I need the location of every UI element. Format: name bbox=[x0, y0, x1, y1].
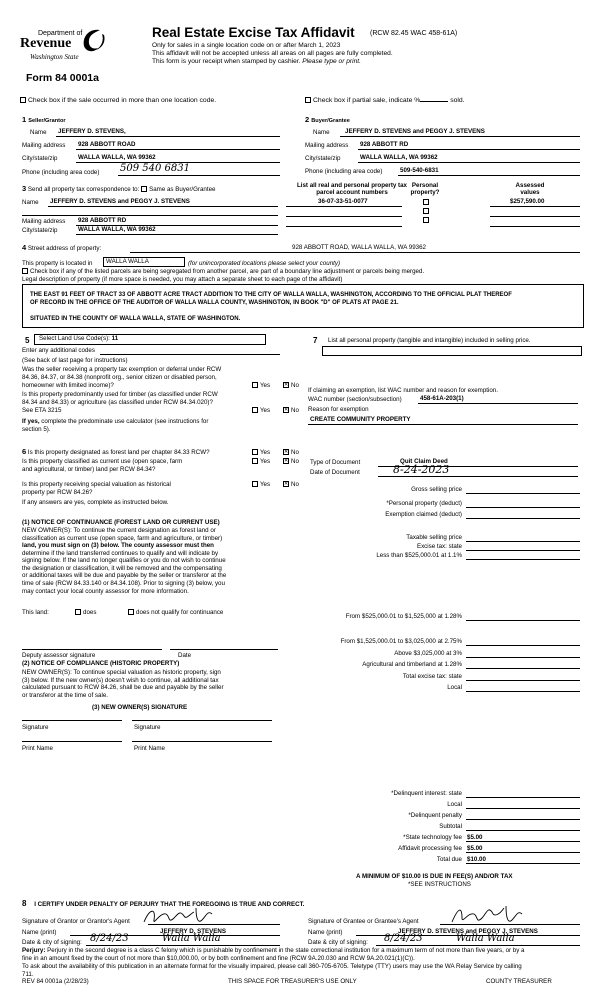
grantor-date-label: Date & city of signing: bbox=[22, 939, 82, 946]
located-hint: (for unincorporated locations please select your county) bbox=[188, 260, 341, 267]
additional-codes-label: Enter any additional codes bbox=[22, 347, 95, 354]
calc-field-gross[interactable] bbox=[466, 493, 580, 494]
calc-label-delinq-penalty: *Delinquent penalty bbox=[408, 812, 462, 819]
calc-label-tier3: From $1,525,000.01 to $3,025,000 at 2.75% bbox=[340, 638, 462, 645]
calc-field-tier2[interactable] bbox=[466, 620, 580, 621]
grantor-print-label: Name (print) bbox=[22, 929, 57, 936]
seller-name-label: Name bbox=[30, 129, 47, 136]
calc-label-local: Local bbox=[447, 684, 462, 691]
reason-label: Reason for exemption bbox=[308, 406, 369, 413]
seller-city-label: City/state/zip bbox=[22, 155, 58, 162]
dept-line1: Department of bbox=[38, 30, 83, 37]
sec5-q1-yes[interactable]: Yes bbox=[252, 382, 270, 389]
reason-value: CREATE COMMUNITY PROPERTY bbox=[310, 416, 411, 423]
grantee-date: 8/24/23 bbox=[384, 933, 423, 944]
calc-field-delinq-state[interactable] bbox=[466, 797, 580, 798]
calc-label-tier2: From $525,000.01 to $1,525,000 at 1.28% bbox=[345, 613, 462, 620]
calc-label-total-due: Total due bbox=[436, 856, 462, 863]
doc-date: 8-24-2023 bbox=[393, 463, 450, 476]
sec6-q3-no[interactable]: ✕ No bbox=[284, 481, 299, 488]
ask-line1: To ask about the availability of this publication in an alternate format for the visually impaired, please call 360-705-6705. Teletype (TTY) users may use the WA Relay Service by calling bbox=[22, 963, 522, 970]
personal-check-1[interactable] bbox=[423, 199, 431, 206]
land-does-check[interactable]: does bbox=[75, 609, 96, 616]
multi-location-check[interactable]: Check box if the sale occurred in more than one location code. bbox=[20, 97, 216, 105]
sec5-q2-no[interactable]: ✕ No bbox=[284, 407, 299, 414]
located-label: This property is located in bbox=[22, 260, 93, 267]
seller-mail: 928 ABBOTT ROAD bbox=[78, 141, 136, 148]
grantee-name: JEFFERY D. STEVENS and PEGGY J. STEVENS bbox=[398, 928, 538, 935]
street-address: 928 ABBOTT ROAD, WALLA WALLA, WA 99362 bbox=[292, 244, 427, 251]
sec6-if-yes: If any answers are yes, complete as instructed below. bbox=[22, 499, 169, 506]
calc-field-tier3[interactable] bbox=[466, 645, 580, 646]
treasurer-space: THIS SPACE FOR TREASURER'S USE ONLY bbox=[228, 978, 357, 985]
grantor-city: Walla Walla bbox=[162, 933, 221, 944]
seller-heading: 1 Seller/Grantor bbox=[22, 115, 66, 124]
buyer-phone: 509-540-6831 bbox=[400, 167, 439, 174]
calc-field-taxable[interactable] bbox=[466, 541, 580, 542]
personal-check-3[interactable] bbox=[423, 217, 431, 224]
owner-sig-label-1: Signature bbox=[22, 724, 49, 731]
sec5-q2: Is this property predominantly used for timber (as classified under RCW 84.34 and 84.33) or agriculture (as classified under RCW 84.34.020)? See ETA 3215 bbox=[22, 391, 218, 414]
sec5-if-yes: If yes, complete the predominate use calculator (see instructions for section 5). bbox=[22, 418, 209, 433]
assessed-header: Assessed values bbox=[515, 182, 545, 197]
notice1-title: (1) NOTICE OF CONTINUANCE (FOREST LAND OR CURRENT USE) bbox=[22, 519, 220, 526]
calc-field-total-state[interactable] bbox=[466, 680, 580, 681]
calc-label-exemption: Exemption claimed (deduct) bbox=[385, 511, 462, 518]
sec6-q3: Is this property receiving special valuation as historical property per RCW 84.26? bbox=[22, 481, 171, 496]
wac-label: WAC number (section/subsection) bbox=[308, 396, 402, 403]
sec5-q2-yes[interactable]: Yes bbox=[252, 407, 270, 414]
sec3-name: JEFFERY D. STEVENS and PEGGY J. STEVENS bbox=[50, 198, 190, 205]
owner-print-label-2: Print Name bbox=[134, 745, 165, 752]
perjury-line1: Perjury: Perjury in the second degree is a class C felony which is punishable by confinement in the state correctional institution for a maximum term of not more than five years, or by a bbox=[22, 947, 525, 954]
buyer-city-label: City/state/zip bbox=[305, 155, 341, 162]
calc-label-gross: Gross selling price bbox=[411, 486, 462, 493]
located-select[interactable]: WALLA WALLA bbox=[103, 257, 185, 267]
sec6-q2-yes[interactable]: Yes bbox=[252, 458, 270, 465]
certify-line: 8 I CERTIFY UNDER PENALTY OF PERJURY THAT THE FOREGOING IS TRUE AND CORRECT. bbox=[22, 899, 305, 908]
seller-phone: 509 540 6831 bbox=[120, 163, 190, 174]
sec6-q1-yes[interactable]: Yes bbox=[252, 449, 270, 456]
grantor-sig-label: Signature of Grantor or Grantor's Agent bbox=[22, 918, 130, 925]
sec7-label: List all personal property (tangible and intangible) included in selling price. bbox=[328, 337, 531, 344]
calc-field-exemption[interactable] bbox=[466, 518, 580, 519]
personal-header: Personal property? bbox=[410, 182, 440, 197]
calc-field-subtotal[interactable] bbox=[466, 830, 580, 831]
calc-field-delinq-penalty[interactable] bbox=[466, 819, 580, 820]
calc-label-tier4: Above $3,025,000 at 3% bbox=[394, 650, 462, 657]
wac-number: 458-61A-203(1) bbox=[420, 395, 464, 402]
dept-line3: Washington State bbox=[30, 53, 79, 61]
sec3-label: 3 Send all property tax correspondence to: Same as Buyer/Grantee bbox=[22, 184, 216, 193]
header-line2: This affidavit will not be accepted unless all areas on all pages are fully completed. bbox=[152, 50, 393, 57]
buyer-phone-label: Phone (including area code) bbox=[305, 168, 383, 175]
buyer-mail: 928 ABBOTT RD bbox=[360, 141, 409, 148]
dor-swoosh-icon bbox=[80, 26, 106, 54]
street-label: 4 Street address of property: bbox=[22, 243, 102, 252]
seller-phone-label: Phone (including area code) bbox=[22, 169, 100, 176]
calc-label-taxable: Taxable selling price bbox=[406, 534, 462, 541]
see-back: (See back of last page for instructions) bbox=[22, 357, 128, 364]
sec5-q1: Was the seller receiving a property tax exemption or deferral under RCW 84.36, 84.37, or 84.38 (nonprofit org., senior citizen or disabled person, homeowner with limited income)? bbox=[22, 366, 222, 389]
perjury-line2: fine in an amount fixed by the court of not more than $10,000.00, or by both confinement and fine (RCW 9A.20.030 and RCW 9A.20.021(1)(C)). bbox=[22, 955, 415, 962]
calc-label-tech-fee: *State technology fee bbox=[403, 834, 462, 841]
personal-check-2[interactable] bbox=[423, 208, 431, 215]
calc-value-tech-fee: $5.00 bbox=[467, 834, 483, 841]
sec3-mail: 928 ABBOTT RD bbox=[78, 217, 127, 224]
sec5-q1-no[interactable]: ✕ No bbox=[284, 382, 299, 389]
see-instructions: *SEE INSTRUCTIONS bbox=[408, 881, 471, 888]
sec6-q3-yes[interactable]: Yes bbox=[252, 481, 270, 488]
seller-name: JEFFERY D. STEVENS, bbox=[58, 128, 126, 135]
calc-value-total-due: $10.00 bbox=[467, 856, 486, 863]
county-treasurer: COUNTY TREASURER bbox=[486, 978, 552, 985]
notice3-title: (3) NEW OWNER(S) SIGNATURE bbox=[92, 704, 188, 711]
calc-field-tier5[interactable] bbox=[466, 668, 580, 669]
legal-label: Legal description of property (if more space is needed, you may attach a separate sheet to each page of the affidavit) bbox=[22, 276, 343, 283]
calc-label-proc-fee: Affidavit processing fee bbox=[398, 845, 462, 852]
form-number: Form 84 0001a bbox=[26, 72, 99, 84]
notice2-text: NEW OWNER(S): To continue special valuation as historic property, sign (3) below. If the new owner(s) doesn't wish to continue, all additional tax calculated pursuant to RCW 84.26, shall be due and payable by the seller or transferor at the time of sale. bbox=[22, 669, 224, 699]
calc-field-proc-fee[interactable] bbox=[466, 852, 580, 853]
legal-line3: SITUATED IN THE COUNTY OF WALLA WALLA, STATE OF WASHINGTON. bbox=[30, 316, 241, 322]
calc-field-delinq-local[interactable] bbox=[466, 808, 580, 809]
doc-date-label: Date of Document bbox=[310, 469, 360, 476]
land-use-select[interactable]: Select Land Use Code(s): 11 bbox=[34, 334, 266, 345]
calc-field-tier1[interactable] bbox=[466, 559, 580, 560]
notice1-text: NEW OWNER(S): To continue the current designation as forest land or classification as current use (open space, farm and agriculture, or timber) land, you must sign on (3) below. The county assessor must then determine if the land transferred continues to qualify and will indicate by signing below. If the land no longer qualifies or you do not wish to continue the designation or classification, it will be removed and the compensating or additional taxes will be due and payable by the seller or transferor at the time of sale (RCW 84.33.140 or 84.34.108). Prior to signing (3) below, you may contact your local county assessor for more information. bbox=[22, 527, 227, 595]
calc-field-local[interactable] bbox=[466, 691, 580, 692]
buyer-mail-label: Mailing address bbox=[305, 142, 349, 149]
grantee-print-label: Name (print) bbox=[308, 929, 343, 936]
calc-label-excise-state: Excise tax: state bbox=[416, 543, 462, 550]
grantor-date: 8/24/23 bbox=[90, 933, 129, 944]
calc-field-tech-fee[interactable] bbox=[466, 841, 580, 842]
parcel-number: 36-07-33-51-0077 bbox=[318, 198, 368, 205]
sec3-mail-label: Mailing address bbox=[22, 218, 66, 225]
header-line3: This form is your receipt when stamped by cashier. Please type or print. bbox=[152, 58, 361, 65]
sec7-num: 7 bbox=[313, 336, 318, 345]
calc-label-subtotal: Subtotal bbox=[439, 823, 462, 830]
calc-label-personal: *Personal property (deduct) bbox=[386, 500, 462, 507]
calc-value-proc-fee: $5.00 bbox=[467, 845, 483, 852]
sec6-q1: 6 Is this property designated as forest land per chapter 84.33 RCW? bbox=[22, 447, 210, 456]
sec5-num: 5 bbox=[25, 336, 30, 345]
calc-label-delinq-local: Local bbox=[447, 801, 462, 808]
doc-type: Quit Claim Deed bbox=[400, 458, 448, 465]
calc-label-tier1: Less than $525,000.01 at 1.1% bbox=[376, 552, 462, 559]
doc-type-label: Type of Document bbox=[310, 459, 361, 466]
dept-line2: Revenue bbox=[20, 36, 72, 51]
exempt-label: If claiming an exemption, list WAC number and reason for exemption. bbox=[308, 387, 498, 394]
calc-field-personal[interactable] bbox=[466, 507, 580, 508]
calc-label-tier5: Agricultural and timberland at 1.28% bbox=[362, 661, 462, 668]
sec3-city: WALLA WALLA, WA 99362 bbox=[78, 226, 156, 233]
seller-mail-label: Mailing address bbox=[22, 142, 66, 149]
owner-print-label-1: Print Name bbox=[22, 745, 53, 752]
assessed-value: $257,590.00 bbox=[510, 198, 545, 205]
legal-line2: OF RECORD IN THE OFFICE OF THE AUDITOR OF WALLA WALLA COUNTY, WASHINGTON, IN BOOK "D" OF PLATS AT PAGE 21. bbox=[30, 300, 399, 306]
rcw-ref: (RCW 82.45 WAC 458-61A) bbox=[370, 30, 458, 37]
ask-line2: 711. bbox=[22, 971, 34, 978]
calc-label-delinq-state: *Delinquent interest: state bbox=[391, 790, 462, 797]
owner-sig-label-2: Signature bbox=[134, 724, 161, 731]
land-does-not-check[interactable]: does not qualify for continuance bbox=[128, 609, 223, 616]
minimum-due: A MINIMUM OF $10.00 IS DUE IN FEE(S) AND/OR TAX bbox=[356, 873, 513, 880]
seller-city: WALLA WALLA, WA 99362 bbox=[78, 154, 156, 161]
buyer-heading: 2 Buyer/Grantee bbox=[305, 115, 350, 124]
buyer-name: JEFFERY D. STEVENS and PEGGY J. STEVENS bbox=[345, 128, 485, 135]
sec6-q2-no[interactable]: ✕ No bbox=[284, 458, 299, 465]
sec3-name-label: Name bbox=[22, 199, 39, 206]
this-land-label: This land: bbox=[22, 609, 49, 616]
legal-line1: THE EAST 91 FEET OF TRACT 33 OF ABBOTT ACRE TRACT ADDITION TO THE CITY OF WALLA WALLA, WASHINGTON, ACCORDING TO THE OFFICIAL PLAT THEREOF bbox=[30, 292, 512, 298]
deputy-sig-label: Deputy assessor signature bbox=[22, 652, 96, 659]
sec3-city-label: City/state/zip bbox=[22, 227, 58, 234]
buyer-name-label: Name bbox=[313, 129, 330, 136]
buyer-city: WALLA WALLA, WA 99362 bbox=[360, 154, 438, 161]
grantee-date-label: Date & city of signing: bbox=[308, 939, 368, 946]
calc-label-total-state: Total excise tax: state bbox=[402, 673, 462, 680]
header-line1: Only for sales in a single location code on or after March 1, 2023 bbox=[152, 42, 341, 49]
rev-number: REV 84 0001a (2/28/23) bbox=[22, 978, 89, 985]
grantee-city: Walla Walla bbox=[456, 933, 515, 944]
form-title: Real Estate Excise Tax Affidavit bbox=[152, 25, 355, 40]
personal-property-input[interactable] bbox=[322, 346, 582, 356]
sec6-q1-no[interactable]: ✕ No bbox=[284, 449, 299, 456]
grantor-name: JEFFERY D. STEVENS bbox=[160, 928, 227, 935]
calc-field-tier4[interactable] bbox=[466, 657, 580, 658]
partial-sale-check[interactable]: Check box if partial sale, indicate % sold. bbox=[305, 97, 465, 105]
deputy-date-label: Date bbox=[178, 652, 192, 659]
sec6-q2: Is this property classified as current use (open space, farm and agricultural, or timber) land per RCW 84.34? bbox=[22, 458, 183, 473]
calc-field-excise-state[interactable] bbox=[466, 550, 580, 551]
notice2-title: (2) NOTICE OF COMPLIANCE (HISTORIC PROPERTY) bbox=[22, 660, 180, 667]
grantee-sig-label: Signature of Grantee or Grantee's Agent bbox=[308, 918, 419, 925]
segregated-check[interactable]: Check box if any of the listed parcels are being segregated from another parcel, are part of a boundary line adjustment or parcels being merged. bbox=[22, 268, 424, 275]
parcel-header: List all real and personal property tax parcel account numbers bbox=[296, 182, 408, 197]
